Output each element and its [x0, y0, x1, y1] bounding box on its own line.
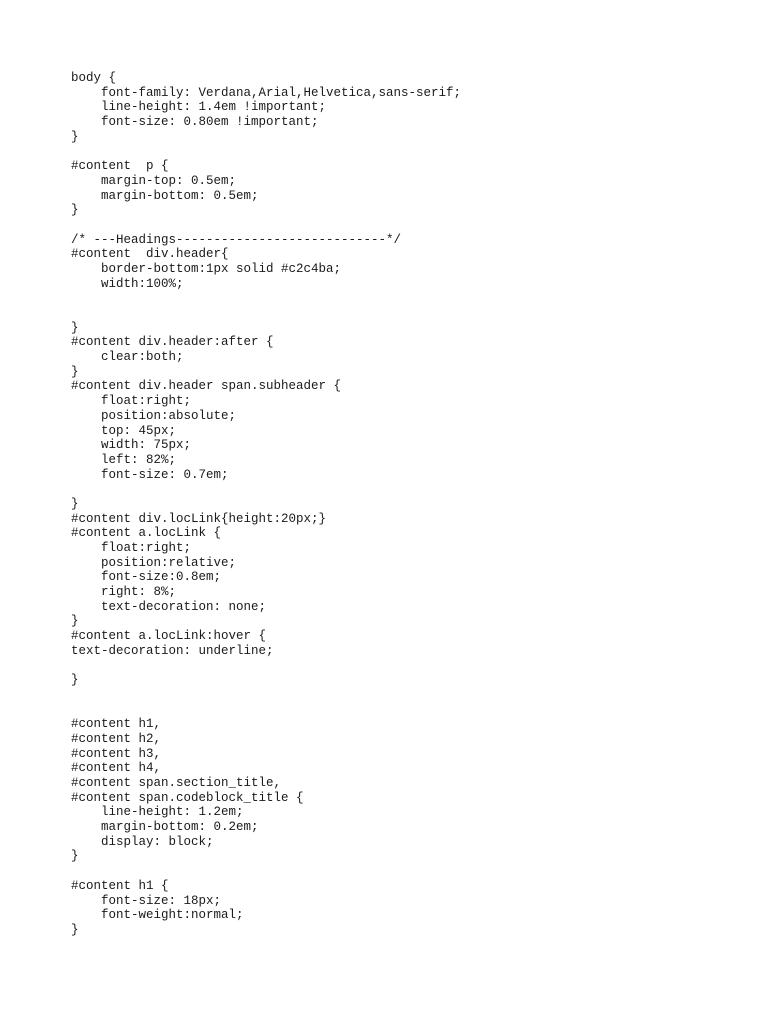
- code-line: font-size:0.8em;: [71, 570, 222, 585]
- code-line: position:relative;: [71, 555, 237, 570]
- code-line: }: [71, 320, 79, 335]
- code-line: }: [71, 673, 79, 688]
- code-line: left: 82%;: [71, 452, 177, 467]
- code-line: font-size: 0.80em !important;: [71, 115, 319, 130]
- code-line: #content span.section_title,: [71, 776, 282, 790]
- code-line: width: 75px;: [71, 438, 192, 453]
- code-line: #content div.header span.subheader {: [71, 379, 342, 394]
- code-line: font-size: 0.7em;: [71, 467, 229, 482]
- code-line: [71, 144, 751, 159]
- code-line: #content div.header:after {: [71, 335, 274, 350]
- code-line: #content span.codeblock_title {: [71, 790, 304, 805]
- code-line: [71, 218, 751, 233]
- code-line: display: block;: [71, 834, 214, 849]
- code-line: position:absolute;: [71, 408, 237, 423]
- code-line: line-height: 1.4em !important;: [71, 100, 327, 115]
- code-line: /* ---Headings----------------------------*/: [71, 232, 402, 247]
- code-line: font-weight:normal;: [71, 908, 244, 923]
- code-line: body {: [71, 71, 117, 85]
- code-line: [71, 864, 751, 879]
- code-line: }: [71, 849, 79, 864]
- code-line: #content div.header{: [71, 247, 229, 262]
- code-line: #content a.locLink {: [71, 526, 222, 541]
- code-line: #content h4,: [71, 761, 162, 776]
- code-line: }: [71, 614, 79, 629]
- code-line: [71, 659, 751, 674]
- code-line: line-height: 1.2em;: [71, 805, 244, 820]
- code-line: #content div.locLink{height:20px;}: [71, 511, 327, 526]
- code-line: margin-bottom: 0.2em;: [71, 820, 259, 835]
- code-line: width:100%;: [71, 276, 184, 291]
- code-line: right: 8%;: [71, 585, 177, 600]
- code-line: text-decoration: none;: [71, 599, 267, 614]
- code-listing: [71, 71, 751, 938]
- code-line: #content h3,: [71, 746, 162, 761]
- code-line: border-bottom:1px solid #c2c4ba;: [71, 261, 342, 276]
- code-line: }: [71, 364, 79, 379]
- code-line: margin-bottom: 0.5em;: [71, 188, 259, 203]
- code-line: #content h1,: [71, 717, 162, 732]
- code-line: [71, 306, 751, 321]
- code-line: font-family: Verdana,Arial,Helvetica,sans-serif;: [71, 85, 462, 100]
- code-line: #content h2,: [71, 731, 162, 746]
- code-line: #content p {: [71, 159, 169, 174]
- code-line: }: [71, 922, 79, 937]
- code-line: font-size: 18px;: [71, 893, 222, 908]
- code-line: float:right;: [71, 541, 192, 555]
- code-line: text-decoration: underline;: [71, 643, 274, 658]
- code-line: [71, 291, 751, 306]
- code-line: }: [71, 129, 79, 144]
- code-line: }: [71, 496, 79, 511]
- code-line: }: [71, 203, 79, 218]
- code-line: clear:both;: [71, 350, 184, 365]
- code-line: [71, 688, 751, 703]
- code-line: #content h1 {: [71, 878, 169, 893]
- code-line: #content a.locLink:hover {: [71, 629, 267, 644]
- code-line: [71, 482, 751, 497]
- code-line: margin-top: 0.5em;: [71, 173, 237, 188]
- code-line: top: 45px;: [71, 423, 177, 438]
- code-line: float:right;: [71, 394, 192, 409]
- code-line: [71, 703, 751, 718]
